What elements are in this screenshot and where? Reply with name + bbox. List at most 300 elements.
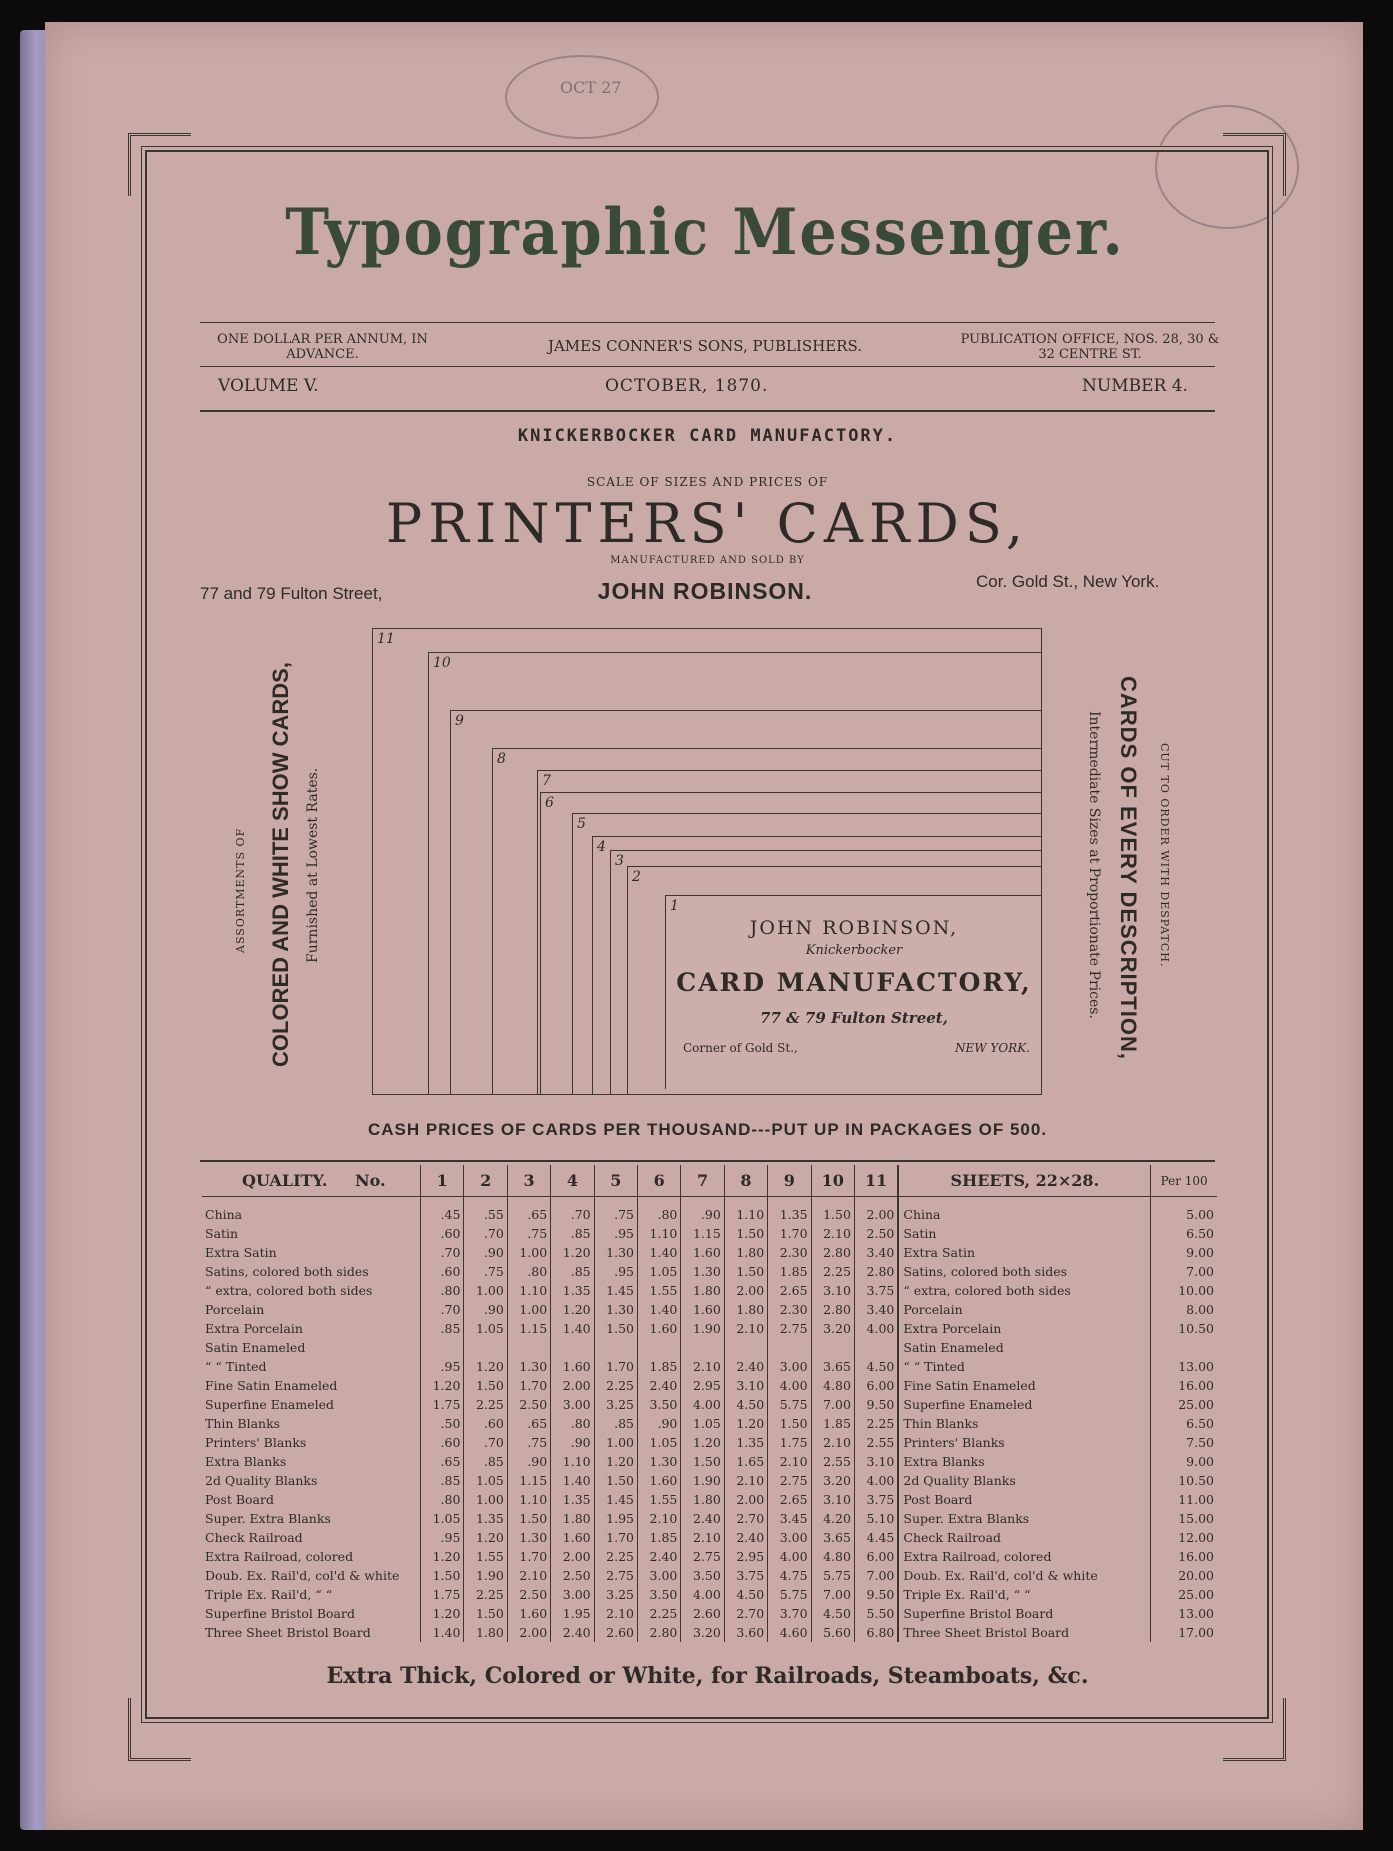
left-side-line-2: COLORED AND WHITE SHOW CARDS, xyxy=(268,662,293,1068)
price-cell: 2.25 xyxy=(811,1262,854,1281)
price-cell: 1.70 xyxy=(768,1224,811,1243)
price-cell: 1.70 xyxy=(507,1376,550,1395)
price-cell: 1.20 xyxy=(594,1452,637,1471)
price-cell: 1.15 xyxy=(507,1471,550,1490)
table-row xyxy=(202,1433,1217,1452)
price-cell: 6.80 xyxy=(854,1623,898,1642)
price-cell: 1.35 xyxy=(724,1433,767,1452)
price-cell: 2.75 xyxy=(681,1547,724,1566)
price-cell: 3.40 xyxy=(854,1300,898,1319)
table-row xyxy=(202,1224,1217,1243)
size-label: 2 xyxy=(632,869,641,885)
sheet-quality-cell: Extra Blanks xyxy=(898,1452,1150,1471)
quality-cell: Satins, colored both sides xyxy=(205,1264,369,1279)
size-label: 8 xyxy=(497,751,506,767)
price-cell: 2.40 xyxy=(724,1528,767,1547)
sheet-quality-cell: Extra Railroad, colored xyxy=(898,1547,1150,1566)
sheet-quality-cell: Extra Porcelain xyxy=(898,1319,1150,1338)
price-cell: 2.80 xyxy=(811,1300,854,1319)
per100-cell: 9.00 xyxy=(1151,1452,1217,1471)
table-row xyxy=(202,1281,1217,1300)
size-header: 6 xyxy=(638,1165,681,1197)
price-cell: 3.20 xyxy=(681,1623,724,1642)
quality-cell: Check Railroad xyxy=(205,1530,303,1545)
masthead-title: Typographic Messenger. xyxy=(285,195,1125,270)
price-cell: 1.55 xyxy=(464,1547,507,1566)
price-cell: .65 xyxy=(421,1452,464,1471)
price-cell: .60 xyxy=(421,1224,464,1243)
price-cell: 2.65 xyxy=(768,1281,811,1300)
quality-cell: Satin xyxy=(205,1226,239,1241)
price-cell: 2.10 xyxy=(681,1528,724,1547)
card-city-text: NEW YORK. xyxy=(955,1041,1030,1055)
ad-subheading: SCALE OF SIZES AND PRICES OF xyxy=(586,475,829,489)
price-cell: .80 xyxy=(551,1414,594,1433)
price-cell: 9.50 xyxy=(854,1585,898,1604)
price-cell: 1.85 xyxy=(638,1528,681,1547)
price-cell: 2.95 xyxy=(724,1547,767,1566)
price-cell: .70 xyxy=(551,1197,594,1225)
price-cell xyxy=(421,1338,464,1357)
per100-cell: 13.00 xyxy=(1151,1604,1217,1623)
price-cell: 1.35 xyxy=(464,1509,507,1528)
price-cell: 1.10 xyxy=(507,1281,550,1300)
price-cell: 1.40 xyxy=(638,1243,681,1262)
price-cell: .75 xyxy=(464,1262,507,1281)
price-cell: 1.60 xyxy=(681,1243,724,1262)
price-cell: 3.25 xyxy=(594,1585,637,1604)
price-cell xyxy=(811,1338,854,1357)
quality-cell: Superfine Enameled xyxy=(205,1397,335,1412)
price-cell: 2.70 xyxy=(724,1604,767,1623)
price-cell: .90 xyxy=(638,1414,681,1433)
issue-date: OCTOBER, 1870. xyxy=(605,376,769,396)
per100-cell: 16.00 xyxy=(1151,1376,1217,1395)
price-cell: 1.20 xyxy=(551,1243,594,1262)
price-cell: 1.00 xyxy=(507,1243,550,1262)
price-cell: 2.25 xyxy=(638,1604,681,1623)
right-side-line-3: Intermediate Sizes at Proportionate Prices. xyxy=(1086,711,1102,1019)
divider xyxy=(200,366,1215,367)
price-cell: 3.10 xyxy=(854,1452,898,1471)
price-cell: 1.20 xyxy=(551,1300,594,1319)
price-cell: 1.95 xyxy=(551,1604,594,1623)
per100-header: Per 100 xyxy=(1151,1165,1217,1197)
card-corner-text: Corner of Gold St., xyxy=(683,1041,798,1055)
size-label: 9 xyxy=(455,713,464,729)
sheet-quality-cell: Printers' Blanks xyxy=(898,1433,1150,1452)
sheet-quality-cell: “ “ Tinted xyxy=(898,1357,1150,1376)
price-cell: 2.40 xyxy=(638,1376,681,1395)
price-cell xyxy=(854,1338,898,1357)
sheet-quality-cell: Satin Enameled xyxy=(898,1338,1150,1357)
price-cell: 1.55 xyxy=(638,1281,681,1300)
price-cell: 7.00 xyxy=(811,1395,854,1414)
table-row xyxy=(202,1395,1217,1414)
size-header: 4 xyxy=(551,1165,594,1197)
price-cell: 1.95 xyxy=(594,1509,637,1528)
price-cell: .80 xyxy=(421,1490,464,1509)
price-cell: 2.10 xyxy=(681,1357,724,1376)
price-cell: 1.90 xyxy=(681,1471,724,1490)
price-cell xyxy=(681,1338,724,1357)
price-cell: 2.10 xyxy=(594,1604,637,1623)
price-cell: 1.15 xyxy=(681,1224,724,1243)
price-cell: 2.10 xyxy=(638,1509,681,1528)
price-cell: 1.20 xyxy=(421,1376,464,1395)
sheet-quality-cell: Porcelain xyxy=(898,1300,1150,1319)
price-cell: 1.10 xyxy=(638,1224,681,1243)
price-cell: 3.20 xyxy=(811,1319,854,1338)
quality-cell: “ “ Tinted xyxy=(205,1359,267,1374)
price-cell: 1.75 xyxy=(421,1585,464,1604)
price-cell xyxy=(638,1338,681,1357)
price-cell: 4.50 xyxy=(811,1604,854,1623)
price-cell: 1.60 xyxy=(638,1471,681,1490)
price-cell xyxy=(594,1338,637,1357)
table-row xyxy=(202,1604,1217,1623)
price-cell: 1.20 xyxy=(464,1357,507,1376)
price-cell: 4.50 xyxy=(724,1585,767,1604)
price-cell: 3.75 xyxy=(854,1490,898,1509)
table-row xyxy=(202,1376,1217,1395)
price-table-body xyxy=(202,1197,1217,1643)
per100-cell: 6.50 xyxy=(1151,1414,1217,1433)
publisher-name: JAMES CONNER'S SONS, PUBLISHERS. xyxy=(547,337,863,355)
quality-cell: “ extra, colored both sides xyxy=(205,1283,373,1298)
sheets-header: SHEETS, 22×28. xyxy=(898,1165,1150,1197)
price-cell: 4.50 xyxy=(724,1395,767,1414)
price-cell: 1.40 xyxy=(638,1300,681,1319)
price-cell: 4.20 xyxy=(811,1509,854,1528)
size-header: 2 xyxy=(464,1165,507,1197)
price-cell: 2.50 xyxy=(507,1585,550,1604)
quality-cell: Extra Railroad, colored xyxy=(205,1549,354,1564)
table-row xyxy=(202,1452,1217,1471)
quality-cell: Three Sheet Bristol Board xyxy=(205,1625,371,1640)
price-cell: 1.80 xyxy=(724,1300,767,1319)
price-cell: 1.35 xyxy=(551,1490,594,1509)
price-cell: 1.50 xyxy=(594,1471,637,1490)
size-label: 10 xyxy=(433,655,451,671)
size-header: 7 xyxy=(681,1165,724,1197)
size-header: 5 xyxy=(594,1165,637,1197)
size-label: 7 xyxy=(542,773,551,789)
price-cell: 1.15 xyxy=(507,1319,550,1338)
size-header: 1 xyxy=(421,1165,464,1197)
price-cell: 3.70 xyxy=(768,1604,811,1623)
sheet-quality-cell: Satins, colored both sides xyxy=(898,1262,1150,1281)
price-cell: 1.80 xyxy=(681,1281,724,1300)
price-cell: 3.10 xyxy=(811,1490,854,1509)
price-cell: 1.00 xyxy=(464,1490,507,1509)
price-cell: 3.65 xyxy=(811,1528,854,1547)
price-cell: 1.05 xyxy=(464,1319,507,1338)
price-cell: 1.90 xyxy=(464,1566,507,1585)
quality-cell: China xyxy=(205,1207,243,1222)
price-cell: 2.40 xyxy=(681,1509,724,1528)
price-cell: 1.60 xyxy=(681,1300,724,1319)
price-cell: .90 xyxy=(681,1197,724,1225)
price-cell: 3.25 xyxy=(594,1395,637,1414)
price-cell: .60 xyxy=(421,1433,464,1452)
price-cell: 3.50 xyxy=(638,1395,681,1414)
price-cell: 4.80 xyxy=(811,1376,854,1395)
price-cell: 1.00 xyxy=(507,1300,550,1319)
price-cell: 3.00 xyxy=(768,1357,811,1376)
price-cell: 4.00 xyxy=(854,1471,898,1490)
price-cell: .80 xyxy=(638,1197,681,1225)
price-cell: .90 xyxy=(464,1300,507,1319)
sheet-quality-cell: Satin xyxy=(898,1224,1150,1243)
left-address: 77 and 79 Fulton Street, xyxy=(200,584,383,603)
price-cell: 3.40 xyxy=(854,1243,898,1262)
price-cell: 1.40 xyxy=(551,1471,594,1490)
sheet-quality-cell: Thin Blanks xyxy=(898,1414,1150,1433)
price-cell: .70 xyxy=(464,1224,507,1243)
price-cell: 2.10 xyxy=(768,1452,811,1471)
price-cell: 1.05 xyxy=(421,1509,464,1528)
price-cell: 1.60 xyxy=(551,1528,594,1547)
table-row xyxy=(202,1547,1217,1566)
table-row xyxy=(202,1197,1217,1225)
per100-cell: 7.00 xyxy=(1151,1262,1217,1281)
price-cell: 2.40 xyxy=(551,1623,594,1642)
proprietor-name: JOHN ROBINSON. xyxy=(597,578,813,604)
sheet-quality-cell: Doub. Ex. Rail'd, col'd & white xyxy=(898,1566,1150,1585)
divider xyxy=(200,322,1215,323)
price-cell: 1.80 xyxy=(464,1623,507,1642)
corner-ornament-icon xyxy=(128,1698,191,1761)
price-cell xyxy=(464,1338,507,1357)
price-cell: 1.70 xyxy=(507,1547,550,1566)
price-cell: 2.50 xyxy=(854,1224,898,1243)
price-cell: 2.10 xyxy=(724,1319,767,1338)
price-cell: 2.70 xyxy=(724,1509,767,1528)
price-cell: .75 xyxy=(507,1224,550,1243)
price-cell: 1.20 xyxy=(421,1547,464,1566)
price-cell: 1.20 xyxy=(421,1604,464,1623)
size-header: 8 xyxy=(724,1165,767,1197)
price-cell: .90 xyxy=(464,1243,507,1262)
sheet-quality-cell: Triple Ex. Rail'd, “ “ xyxy=(898,1585,1150,1604)
price-cell: 5.50 xyxy=(854,1604,898,1623)
sheet-quality-cell: “ extra, colored both sides xyxy=(898,1281,1150,1300)
size-header: 9 xyxy=(768,1165,811,1197)
sheet-quality-cell: Superfine Bristol Board xyxy=(898,1604,1150,1623)
price-cell: 1.30 xyxy=(681,1262,724,1281)
price-cell: 1.35 xyxy=(768,1197,811,1225)
table-row xyxy=(202,1490,1217,1509)
price-cell: .65 xyxy=(507,1197,550,1225)
price-cell: 2.75 xyxy=(768,1319,811,1338)
price-cell: .55 xyxy=(464,1197,507,1225)
table-row xyxy=(202,1585,1217,1604)
price-cell: 2.25 xyxy=(594,1547,637,1566)
price-cell: .50 xyxy=(421,1414,464,1433)
price-table-header xyxy=(202,1165,1217,1197)
office-address: PUBLICATION OFFICE, NOS. 28, 30 & 32 CENTRE ST. xyxy=(960,332,1220,362)
price-cell: 2.25 xyxy=(594,1376,637,1395)
sheet-quality-cell: China xyxy=(898,1197,1150,1225)
price-cell: 1.85 xyxy=(811,1414,854,1433)
price-cell: 2.40 xyxy=(724,1357,767,1376)
price-cell: 1.45 xyxy=(594,1490,637,1509)
per100-cell: 10.50 xyxy=(1151,1471,1217,1490)
right-address: Cor. Gold St., New York. xyxy=(976,572,1160,591)
price-cell: 2.95 xyxy=(681,1376,724,1395)
price-cell: 1.20 xyxy=(724,1414,767,1433)
price-cell: 1.30 xyxy=(638,1452,681,1471)
per100-cell: 8.00 xyxy=(1151,1300,1217,1319)
price-cell: 1.00 xyxy=(594,1433,637,1452)
price-cell: 2.25 xyxy=(464,1395,507,1414)
per100-cell: 20.00 xyxy=(1151,1566,1217,1585)
price-cell: 5.60 xyxy=(811,1623,854,1642)
price-cell: 4.00 xyxy=(854,1319,898,1338)
price-cell: 1.70 xyxy=(594,1357,637,1376)
table-row xyxy=(202,1509,1217,1528)
price-cell: .85 xyxy=(421,1319,464,1338)
table-row xyxy=(202,1243,1217,1262)
price-cell: 5.10 xyxy=(854,1509,898,1528)
price-cell: 1.50 xyxy=(681,1452,724,1471)
price-cell: 3.10 xyxy=(724,1376,767,1395)
sheet-quality-cell: Post Board xyxy=(898,1490,1150,1509)
per100-cell: 7.50 xyxy=(1151,1433,1217,1452)
price-cell: 1.50 xyxy=(594,1319,637,1338)
per100-cell: 5.00 xyxy=(1151,1197,1217,1225)
price-cell: 1.85 xyxy=(768,1262,811,1281)
quality-cell: Superfine Bristol Board xyxy=(205,1606,355,1621)
card-line-2: Knickerbocker xyxy=(805,943,903,958)
price-cell: 1.40 xyxy=(551,1319,594,1338)
divider xyxy=(200,410,1215,412)
price-cell: 1.45 xyxy=(594,1281,637,1300)
price-cell: 1.55 xyxy=(638,1490,681,1509)
per100-cell: 10.00 xyxy=(1151,1281,1217,1300)
price-cell: 2.80 xyxy=(854,1262,898,1281)
price-cell: 1.30 xyxy=(507,1357,550,1376)
price-cell: 2.00 xyxy=(507,1623,550,1642)
table-row xyxy=(202,1566,1217,1585)
price-cell: .95 xyxy=(594,1224,637,1243)
price-cell: 1.60 xyxy=(507,1604,550,1623)
price-cell: 1.50 xyxy=(464,1376,507,1395)
table-row xyxy=(202,1623,1217,1642)
price-cell: 7.00 xyxy=(854,1566,898,1585)
table-row xyxy=(202,1300,1217,1319)
price-cell: 4.00 xyxy=(768,1376,811,1395)
price-cell: 2.60 xyxy=(681,1604,724,1623)
price-cell: 2.75 xyxy=(594,1566,637,1585)
price-cell: 4.45 xyxy=(854,1528,898,1547)
sheet-quality-cell: Super. Extra Blanks xyxy=(898,1509,1150,1528)
price-cell: 2.55 xyxy=(854,1433,898,1452)
price-cell: 2.80 xyxy=(638,1623,681,1642)
price-cell: 2.10 xyxy=(507,1566,550,1585)
price-cell: 2.25 xyxy=(854,1414,898,1433)
sample-card xyxy=(668,905,1040,1061)
size-header: 10 xyxy=(811,1165,854,1197)
table-row xyxy=(202,1338,1217,1357)
table-row xyxy=(202,1471,1217,1490)
quality-cell: Extra Satin xyxy=(205,1245,277,1260)
price-cell: 1.50 xyxy=(464,1604,507,1623)
quality-header xyxy=(202,1165,421,1197)
price-cell: .70 xyxy=(421,1243,464,1262)
price-cell: .75 xyxy=(507,1433,550,1452)
price-cell: 3.10 xyxy=(811,1281,854,1300)
no-header-label: No. xyxy=(354,1171,386,1190)
per100-cell: 10.50 xyxy=(1151,1319,1217,1338)
price-cell: 2.40 xyxy=(638,1547,681,1566)
price-cell: 1.80 xyxy=(551,1509,594,1528)
price-cell: .75 xyxy=(594,1197,637,1225)
price-cell: 2.80 xyxy=(811,1243,854,1262)
quality-cell: 2d Quality Blanks xyxy=(205,1473,318,1488)
quality-cell: Printers' Blanks xyxy=(205,1435,307,1450)
per100-cell: 25.00 xyxy=(1151,1395,1217,1414)
price-cell: 2.60 xyxy=(594,1623,637,1642)
corner-ornament-icon xyxy=(1223,133,1286,196)
per100-cell: 9.00 xyxy=(1151,1243,1217,1262)
price-cell: 1.30 xyxy=(507,1528,550,1547)
price-cell: 2.00 xyxy=(724,1490,767,1509)
quality-cell: Triple Ex. Rail'd, “ “ xyxy=(205,1587,333,1602)
price-cell: .80 xyxy=(507,1262,550,1281)
price-cell: 2.00 xyxy=(854,1197,898,1225)
price-cell: 3.20 xyxy=(811,1471,854,1490)
price-cell: .85 xyxy=(594,1414,637,1433)
price-cell: 1.05 xyxy=(638,1433,681,1452)
price-cell: 5.75 xyxy=(811,1566,854,1585)
price-cell: .95 xyxy=(421,1528,464,1547)
price-cell: 1.60 xyxy=(551,1357,594,1376)
price-cell: 4.80 xyxy=(811,1547,854,1566)
price-cell: 2.00 xyxy=(551,1547,594,1566)
price-cell: 1.00 xyxy=(464,1281,507,1300)
left-side-line-3: Furnished at Lowest Rates. xyxy=(305,767,321,963)
size-label: 3 xyxy=(615,853,624,869)
per100-cell: 6.50 xyxy=(1151,1224,1217,1243)
price-cell: 3.00 xyxy=(551,1395,594,1414)
per100-cell: 11.00 xyxy=(1151,1490,1217,1509)
price-cell: .60 xyxy=(421,1262,464,1281)
price-cell: 1.35 xyxy=(551,1281,594,1300)
price-cell: 2.50 xyxy=(551,1566,594,1585)
size-label: 5 xyxy=(577,816,586,832)
price-cell: 2.10 xyxy=(724,1471,767,1490)
card-line-5 xyxy=(668,1041,1040,1061)
price-cell: .45 xyxy=(421,1197,464,1225)
price-cell: 2.30 xyxy=(768,1300,811,1319)
ad-heading: KNICKERBOCKER CARD MANUFACTORY. xyxy=(517,426,898,446)
price-cell: 2.75 xyxy=(768,1471,811,1490)
price-cell: .95 xyxy=(421,1357,464,1376)
per100-cell: 12.00 xyxy=(1151,1528,1217,1547)
sheet-quality-cell: Superfine Enameled xyxy=(898,1395,1150,1414)
price-cell: .85 xyxy=(551,1262,594,1281)
sheet-quality-cell: Fine Satin Enameled xyxy=(898,1376,1150,1395)
price-cell: 4.00 xyxy=(768,1547,811,1566)
price-cell: 1.20 xyxy=(681,1433,724,1452)
quality-cell: Fine Satin Enameled xyxy=(205,1378,338,1393)
price-cell: 3.00 xyxy=(638,1566,681,1585)
price-cell: 5.75 xyxy=(768,1395,811,1414)
price-cell: 1.40 xyxy=(421,1623,464,1642)
price-cell: 2.10 xyxy=(811,1224,854,1243)
